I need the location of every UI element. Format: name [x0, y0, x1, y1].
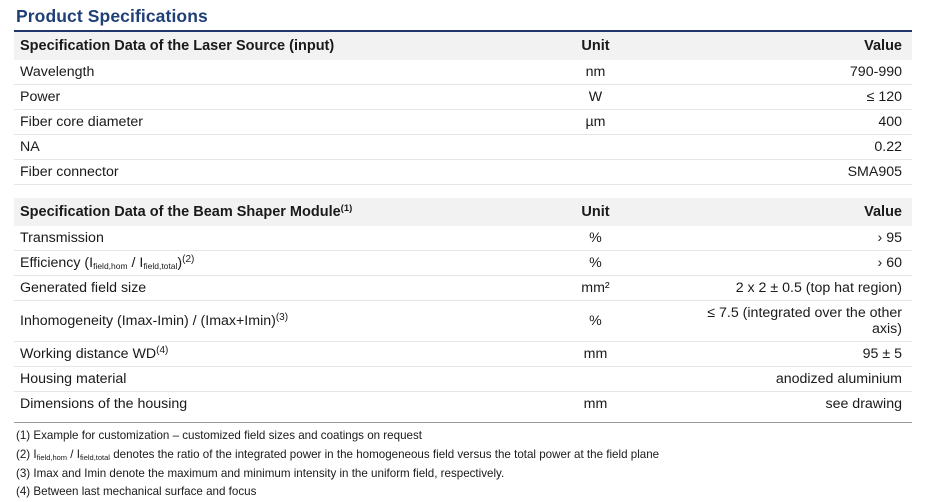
row-value-efficiency: › 60: [670, 251, 912, 276]
footnote-3: (3) Imax and Imin denote the maximum and minimum intensity in the uniform field, respectively.: [16, 466, 505, 480]
table-header-row-laser-source: [14, 32, 912, 60]
table-row: [14, 110, 912, 135]
row-value-power: ≤ 120: [670, 85, 912, 110]
row-value-dimensions-of-the-housing: see drawing: [825, 396, 902, 412]
row-label-na: NA: [14, 135, 521, 160]
footnote-4: (4) Between last mechanical surface and focus: [16, 485, 257, 499]
row-label-efficiency: [14, 251, 521, 276]
row-label-fiber-connector: Fiber connector: [14, 160, 521, 185]
inhomogeneity-text: Inhomogeneity (Imax-Imin) / (Imax+Imin): [20, 313, 276, 329]
row-value-working-distance: 95 ± 5: [670, 342, 912, 367]
row-label-dimensions-of-the-housing: Dimensions of the housing: [20, 396, 188, 412]
table-row: [14, 392, 912, 417]
beam-shaper-spec-table: [14, 198, 912, 416]
footnote-marker-4: (4): [156, 345, 169, 356]
row-label-fiber-core-diameter: Fiber core diameter: [14, 110, 521, 135]
row-value-fiber-core-diameter: 400: [670, 110, 912, 135]
efficiency-subscript-1: field,hom: [93, 261, 128, 271]
row-unit-fiber-connector: [521, 160, 669, 185]
row-value-fiber-connector: SMA905: [670, 160, 912, 185]
column-header-value: Value: [670, 32, 912, 60]
working-distance-text: Working distance WD: [20, 346, 157, 362]
page-title: Product Specifications: [16, 6, 208, 26]
table-row: [14, 135, 912, 160]
footnote-1: (1) Example for customization – customized field sizes and coatings on request: [16, 429, 422, 442]
row-label-transmission: Transmission: [14, 226, 521, 251]
table-row: [14, 85, 912, 110]
row-value-inhomogeneity: ≤ 7.5 (integrated over the other axis): [670, 301, 912, 342]
table-row: [14, 251, 912, 276]
row-label-inhomogeneity: [14, 301, 521, 342]
footnotes: [14, 422, 912, 502]
row-label-generated-field-size: Generated field size: [14, 276, 521, 301]
efficiency-suffix: ): [177, 255, 183, 271]
row-label-housing-material: Housing material: [14, 367, 521, 392]
column-header-unit: Unit: [521, 198, 669, 226]
table-row: [14, 367, 912, 392]
row-value-housing-material: anodized aluminium: [670, 367, 912, 392]
row-unit-na: [521, 135, 669, 160]
row-unit-housing-material: [521, 367, 669, 392]
section-spacer: [14, 185, 912, 199]
row-value-na: 0.22: [670, 135, 912, 160]
row-unit-inhomogeneity: %: [521, 301, 669, 342]
row-value-generated-field-size: 2 x 2 ± 0.5 (top hat region): [670, 276, 912, 301]
footnote-2-suffix: denotes the ratio of the integrated power in the homogeneous field versus the total power at the field plane: [109, 447, 660, 461]
laser-source-spec-table: [14, 32, 912, 198]
table-row: [14, 301, 912, 342]
row-value-wavelength: 790-990: [670, 60, 912, 85]
footnote-marker-3: (3): [275, 312, 289, 323]
table-row: [14, 342, 912, 367]
row-value-transmission: › 95: [670, 226, 912, 251]
efficiency-prefix: Efficiency (I: [20, 255, 94, 271]
row-unit-dimensions-of-the-housing: mm: [583, 396, 608, 412]
table-row: [14, 160, 912, 185]
row-unit-efficiency: %: [521, 251, 669, 276]
row-unit-fiber-core-diameter: µm: [521, 110, 669, 135]
table-row: [14, 226, 912, 251]
row-label-power: Power: [14, 85, 521, 110]
row-unit-working-distance: mm: [521, 342, 669, 367]
table-header-row-beam-shaper: [14, 198, 912, 226]
column-header-beam-shaper-text: Specification Data of the Beam Shaper Module: [20, 204, 341, 220]
table-row: [14, 276, 912, 301]
row-unit-power: W: [521, 85, 669, 110]
efficiency-subscript-2: field,total: [143, 261, 178, 271]
footnote-2: [14, 446, 912, 465]
row-unit-transmission: %: [521, 226, 669, 251]
column-header-unit: Unit: [521, 32, 669, 60]
row-label-working-distance: [14, 342, 521, 367]
footnote-marker-2: (2): [182, 254, 195, 265]
footnote-2-mid: / I: [67, 447, 80, 461]
column-header-specification-beam-shaper: [14, 198, 521, 226]
footnote-2-subscript-1: field,hom: [36, 452, 68, 462]
efficiency-mid: / I: [127, 255, 144, 271]
table-row: [14, 60, 912, 85]
column-header-specification-laser-source: Specification Data of the Laser Source (input): [14, 32, 521, 60]
footnote-marker-1: (1): [340, 203, 353, 214]
row-unit-generated-field-size: mm²: [521, 276, 669, 301]
footnote-2-subscript-2: field,total: [79, 452, 110, 462]
row-unit-wavelength: nm: [521, 60, 669, 85]
column-header-value: Value: [670, 198, 912, 226]
footnote-2-prefix: (2) I: [16, 447, 37, 461]
row-label-wavelength: Wavelength: [14, 60, 521, 85]
